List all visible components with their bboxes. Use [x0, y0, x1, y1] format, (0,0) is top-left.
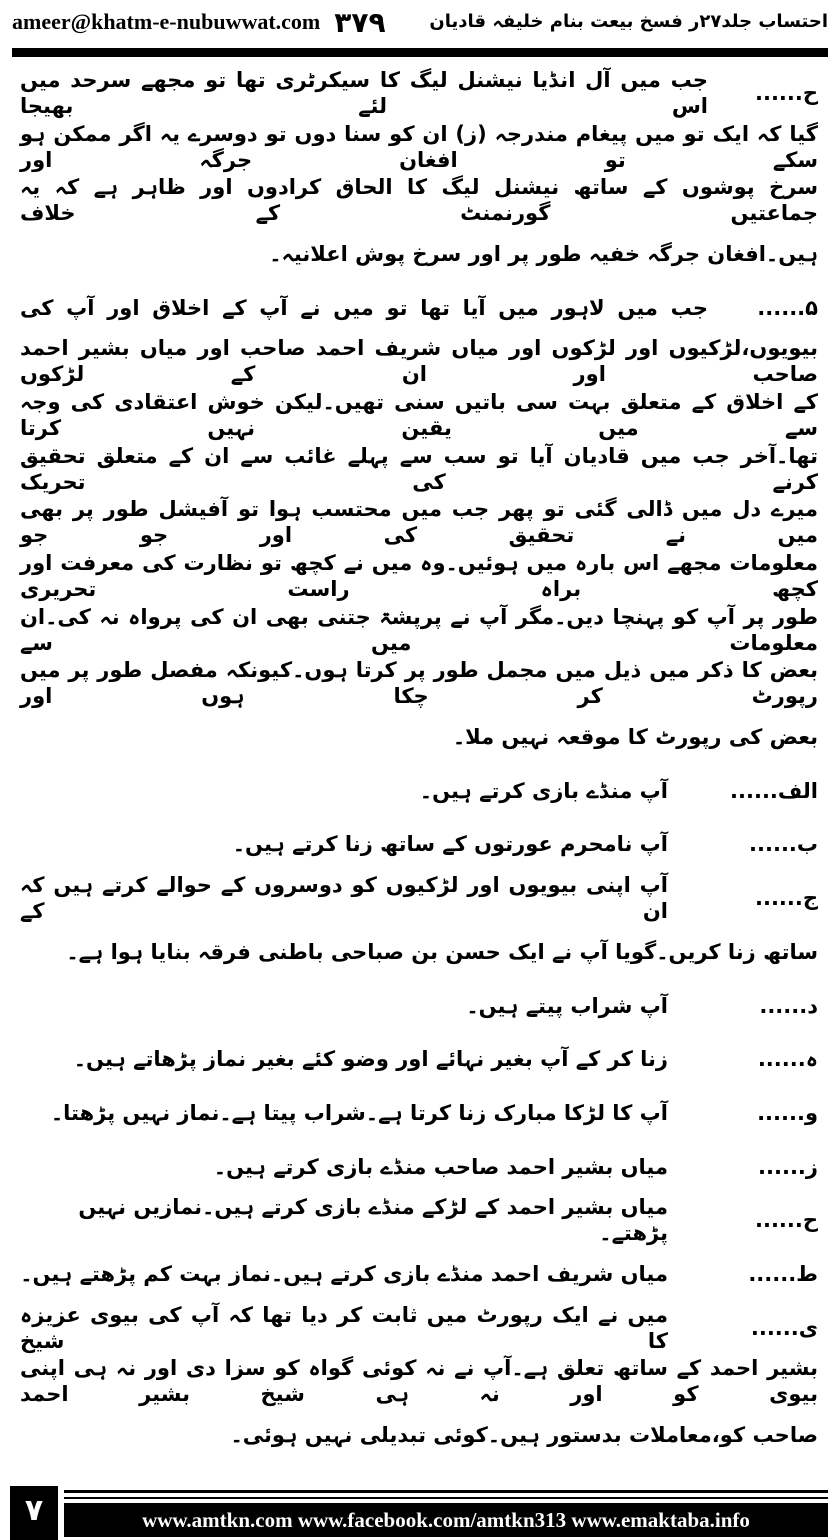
line-text: میاں بشیر احمد کے لڑکے منڈے بازی کرتے ہیں۔نمازیں نہیں پڑھتے۔ [78, 1195, 668, 1246]
list-item [20, 1140, 818, 1194]
line-text: آپ شراب پیتے ہیں۔ [466, 993, 668, 1018]
list-item [20, 818, 818, 872]
line-text: ساتھ زنا کریں۔گویا آپ نے ایک حسن بن صباحی باطنی فرقہ بنایا ہوا ہے۔ [66, 939, 818, 964]
footer-rule [64, 1490, 828, 1493]
text-line [20, 227, 818, 281]
list-item [20, 871, 818, 925]
header-email: ameer@khatm-e-nubuwwat.com [12, 9, 321, 34]
line-text: بعض کی رپورٹ کا موقعہ نہیں ملا۔ [452, 725, 818, 750]
line-text: آپ منڈے بازی کرتے ہیں۔ [419, 778, 668, 803]
item-label: ب...... [749, 832, 818, 857]
item-label: ح...... [755, 80, 818, 105]
line-text: بشیر احمد کے ساتھ تعلق ہے۔آپ نے نہ کوئی گواہ کو سزا دی اور نہ ہی اپنی بیوی کو اور نہ ہی شیخ بشیر احمد [20, 1356, 818, 1407]
item-label: ح...... [755, 1208, 818, 1233]
item-label: ی...... [750, 1315, 818, 1340]
list-item [20, 1247, 818, 1301]
line-text: معلومات مجھے اس بارہ میں ہوئیں۔وہ میں نے کچھ تو نظارت کی معرفت اور کچھ براہ راست تحریری [20, 551, 818, 602]
line-text: ہیں۔افغان جرگہ خفیہ طور پر اور سرخ پوش اعلانیہ۔ [269, 241, 818, 266]
line-text: جب میں لاہور میں آیا تھا تو میں نے آپ کے اخلاق اور آپ کی [20, 295, 708, 320]
text-line [20, 1408, 818, 1462]
text-line [20, 388, 818, 442]
item-label: ۵...... [757, 295, 818, 320]
page-body [20, 66, 818, 1462]
page-header [12, 0, 828, 44]
line-text: طور پر آپ کو پہنچا دیں۔مگر آپ نے پرپشۃ جتنی بھی ان کی پرواہ نہ کی۔ان معلومات میں سے [20, 604, 818, 655]
text-line [20, 496, 818, 550]
page-footer [0, 1484, 840, 1540]
line-text: میں نے ایک رپورٹ میں ثابت کر دیا تھا کہ آپ کی بیوی عزیزہ کا شیخ [20, 1302, 668, 1353]
item-label: و...... [757, 1100, 818, 1125]
text-line [20, 334, 818, 388]
text-line [20, 281, 818, 335]
line-text: جب میں آل انڈیا نیشنل لیگ کا سیکرٹری تھا تو مجھے سرحد میں اس لئے بھیجا [20, 67, 708, 118]
item-label: ہ...... [757, 1047, 818, 1072]
line-text: گیا کہ ایک تو میں پیغام مندرجہ (ز) ان کو سنا دوں تو دوسرے یہ اگر ممکن ہو سکے تو افغان جرگہ اور [20, 121, 818, 172]
footer-page-number: ۷ [10, 1486, 58, 1540]
line-text: میرے دل میں ڈالی گئی تو پھر جب میں محتسب ہوا تو آفیشل طور پر بھی میں نے تحقیق کی اور جو جو [20, 497, 818, 548]
list-item [20, 1086, 818, 1140]
item-label: د...... [759, 993, 818, 1018]
header-rule [12, 48, 828, 57]
line-text: تھا۔آخر جب میں قادیان آیا تو سب سے پہلے غائب سے ان کے متعلق تحقیق کرنے کی تحریک [20, 443, 818, 494]
header-book-title: احتساب جلد۲۷ر فسخ بیعت بنام خلیفہ قادیان [429, 11, 828, 32]
line-text: آپ اپنی بیویوں اور لڑکیوں کو دوسروں کے حوالے کرتے ہیں کہ ان کے [20, 873, 668, 924]
text-line [20, 657, 818, 711]
list-item [20, 1193, 818, 1247]
item-label: الف...... [730, 778, 818, 803]
line-text: آپ کا لڑکا مبارک زنا کرتا ہے۔شراب پیتا ہے۔نماز نہیں پڑھتا۔ [50, 1100, 668, 1125]
text-line [20, 120, 818, 174]
text-line [20, 442, 818, 496]
line-text: میاں بشیر احمد صاحب منڈے بازی کرتے ہیں۔ [213, 1154, 668, 1179]
text-line [20, 66, 818, 120]
header-page-number: ۳۷۹ [334, 5, 386, 39]
list-item [20, 979, 818, 1033]
list-item [20, 764, 818, 818]
line-text: آپ نامحرم عورتوں کے ساتھ زنا کرتے ہیں۔ [232, 832, 668, 857]
item-label: ز...... [758, 1154, 818, 1179]
line-text: کے اخلاق کے متعلق بہت سی باتیں سنی تھیں۔لیکن خوش اعتقادی کی وجہ سے میں یقین نہیں کرتا [20, 389, 818, 440]
list-item [20, 1032, 818, 1086]
line-text: سرخ پوشوں کے ساتھ نیشنل لیگ کا الحاق کرادوں اور ظاہر ہے کہ یہ جماعتیں گورنمنٹ کے خلاف [20, 175, 818, 226]
text-line [20, 549, 818, 603]
line-text: بعض کا ذکر میں ذیل میں مجمل طور پر کرتا ہوں۔کیونکہ مفصل طور پر میں رپورٹ کر چکا ہوں اور [20, 658, 818, 709]
line-text: میاں شریف احمد منڈے بازی کرتے ہیں۔نماز بہت کم پڑھتے ہیں۔ [20, 1261, 668, 1286]
line-text: زنا کر کے آپ بغیر نہائے اور وضو کئے بغیر نماز پڑھاتے ہیں۔ [73, 1047, 668, 1072]
footer-rule [64, 1497, 828, 1499]
line-text: بیویوں،لڑکیوں اور لڑکوں اور میاں شریف احمد صاحب اور میاں بشیر احمد صاحب اور ان کے لڑکوں [20, 336, 818, 387]
item-label: ط...... [748, 1261, 818, 1286]
text-line [20, 925, 818, 979]
text-line [20, 603, 818, 657]
text-line [20, 1355, 818, 1409]
item-label: ج...... [755, 886, 818, 911]
text-line [20, 710, 818, 764]
line-text: صاحب کو،معاملات بدستور ہیں۔کوئی تبدیلی نہیں ہوئی۔ [230, 1423, 818, 1448]
list-item [20, 1301, 818, 1355]
text-line [20, 173, 818, 227]
footer-links: www.amtkn.com www.facebook.com/amtkn313 www.emaktaba.info [64, 1503, 828, 1537]
